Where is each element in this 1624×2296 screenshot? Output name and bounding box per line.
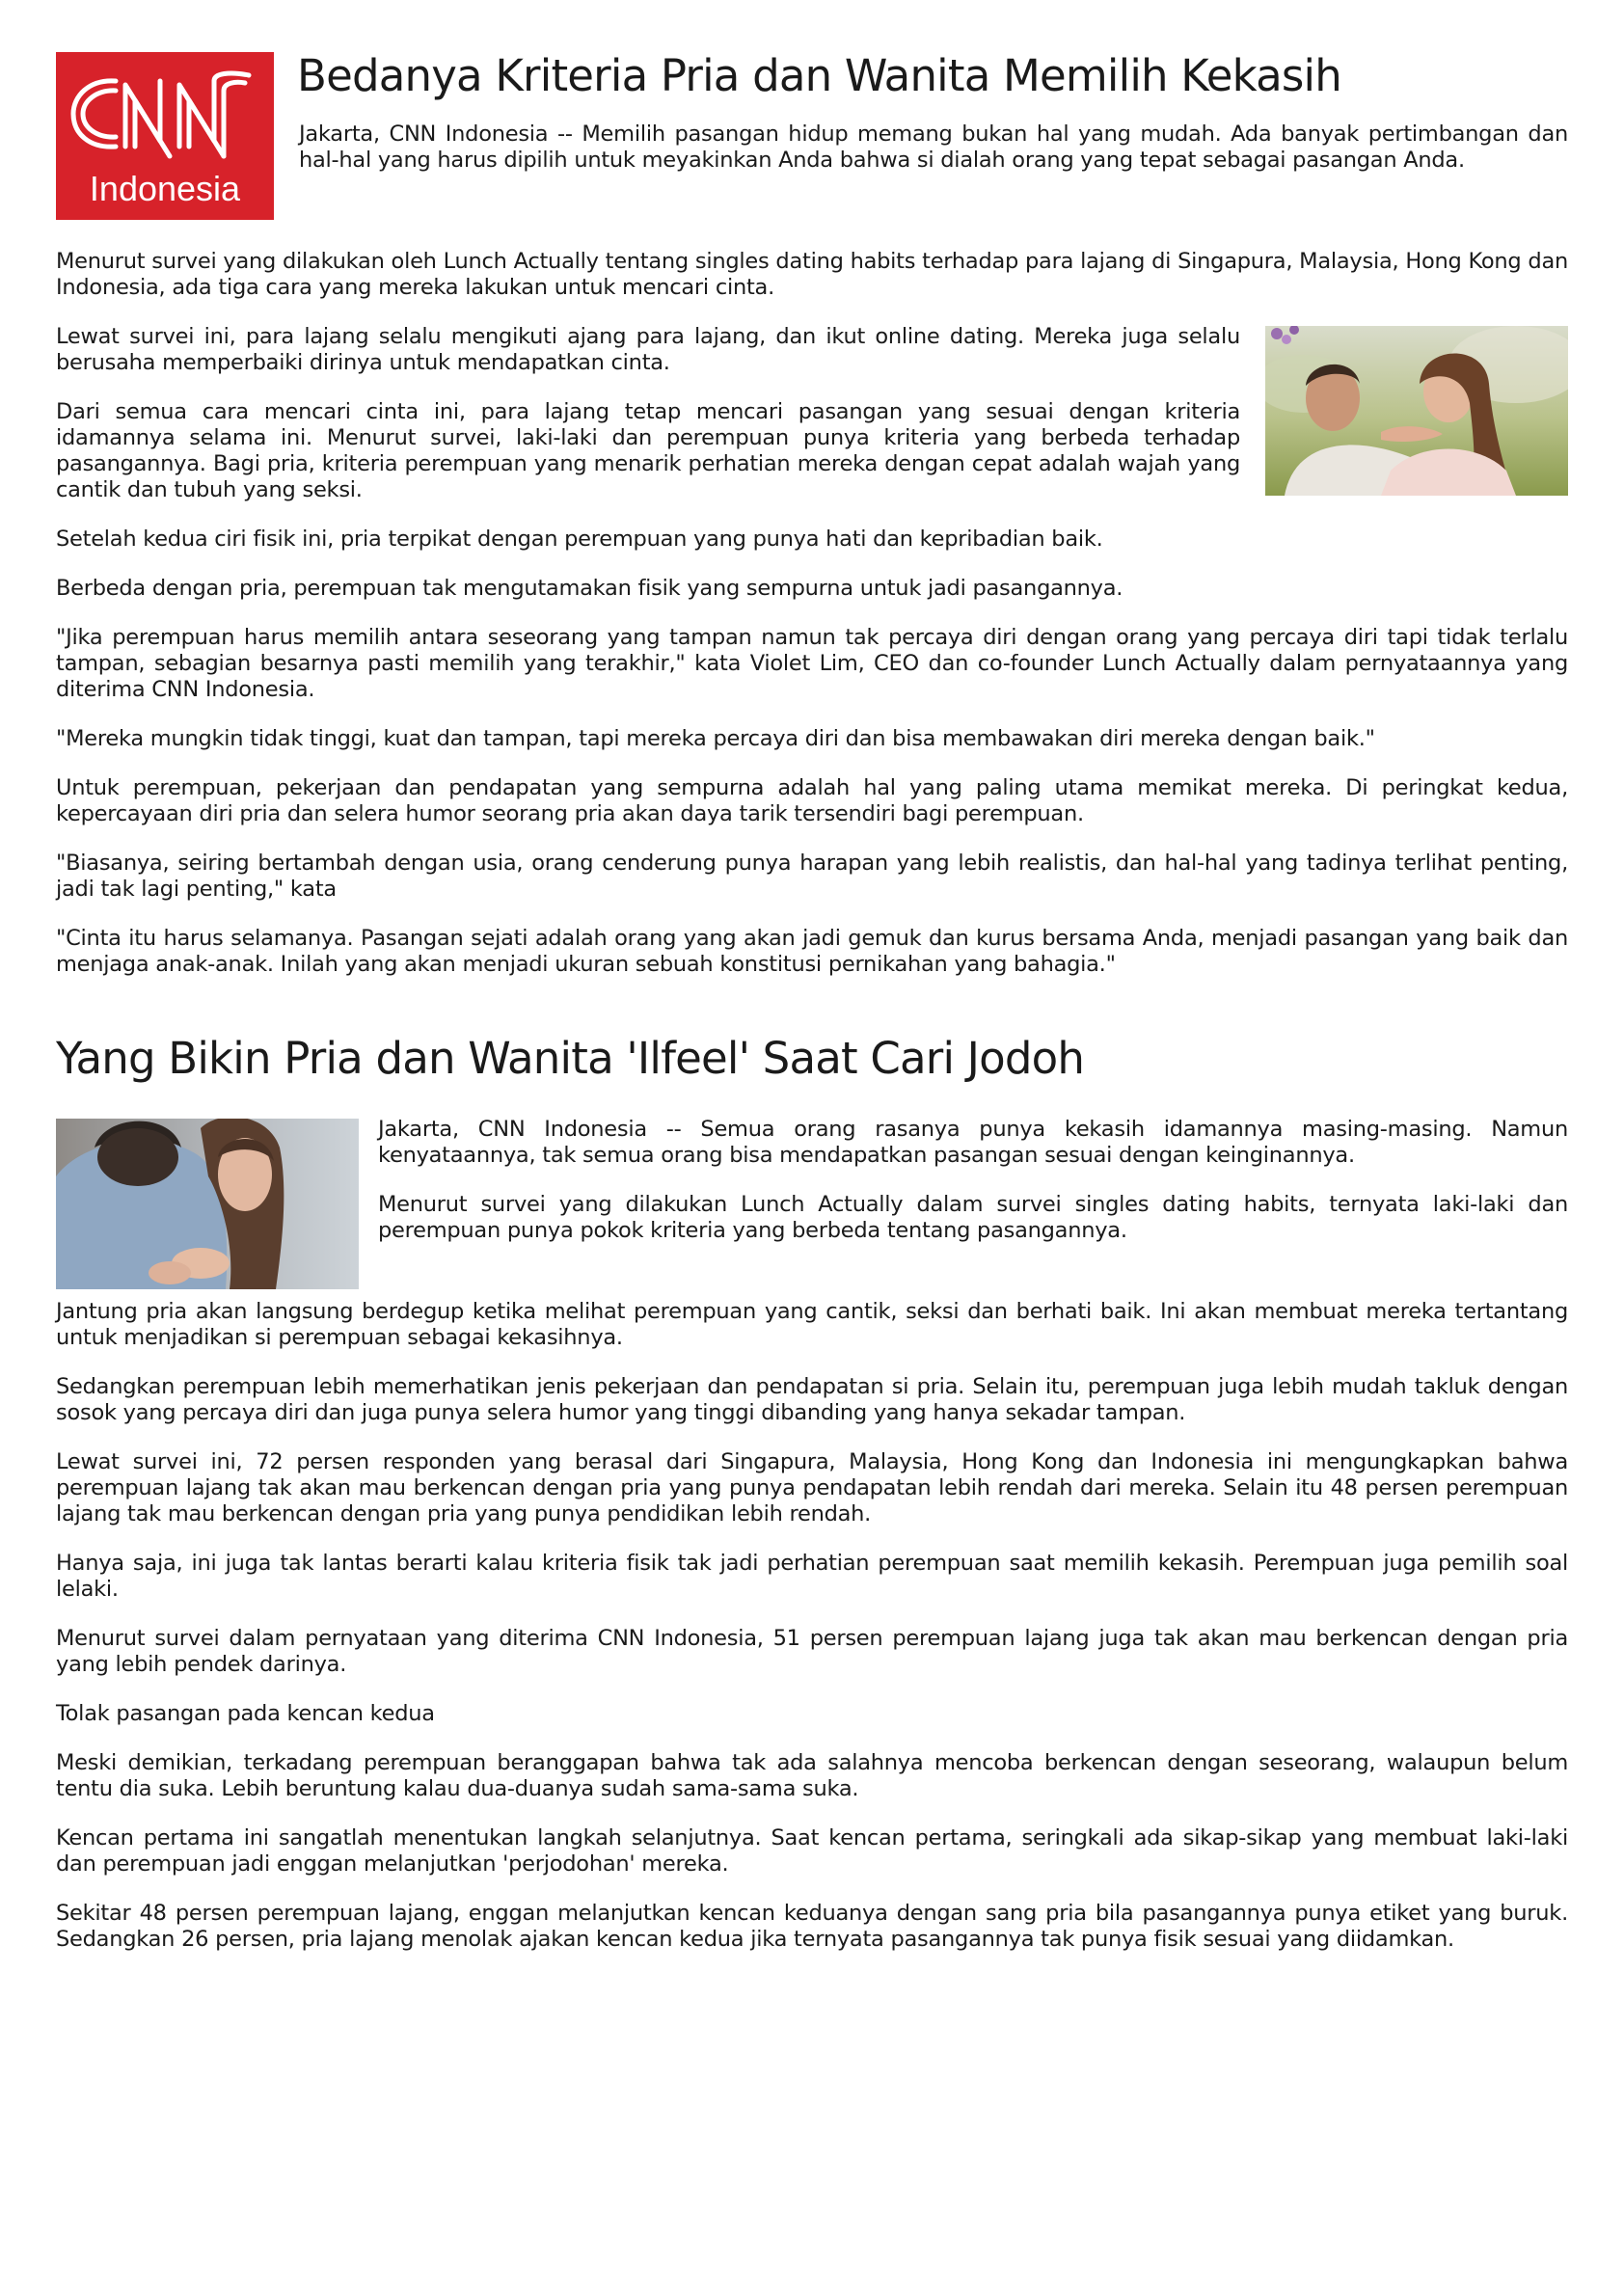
article1-paragraph: "Cinta itu harus selamanya. Pasangan sejati adalah orang yang akan jadi gemuk dan kurus bersama Anda, menjadi pasangan yang baik dan menjaga anak-anak. Inilah yang akan menjadi ukuran sebuah konstitusi pernikahan yang bahagia." bbox=[56, 926, 1568, 977]
article2-paragraph: Sedangkan perempuan lebih memerhatikan jenis pekerjaan dan pendapatan si pria. Selain itu, perempuan juga lebih mudah takluk dengan sosok yang percaya diri dan juga punya selera humor yang tinggi dibanding yang hanya sekadar tampan. bbox=[56, 1374, 1568, 1425]
logo-text-indonesia: Indonesia bbox=[89, 169, 241, 208]
article1-paragraph: Untuk perempuan, pekerjaan dan pendapatan yang sempurna adalah hal yang paling utama memikat mereka. Di peringkat kedua, kepercayaan diri pria dan selera humor seorang pria akan daya tarik tersendiri bagi perempuan. bbox=[56, 775, 1568, 826]
article1-paragraph: Lewat survei ini, para lajang selalu mengikuti ajang para lajang, dan ikut online dating. Mereka juga selalu berusaha memperbaiki dirinya untuk mendapatkan cinta. bbox=[56, 324, 1240, 375]
article2-paragraph: Jantung pria akan langsung berdegup ketika melihat perempuan yang cantik, seksi dan berhati baik. Ini akan membuat mereka tertantang untuk menjadikan si perempuan sebagai kekasihnya. bbox=[56, 1299, 1568, 1350]
article2-paragraph: Sekitar 48 persen perempuan lajang, enggan melanjutkan kencan keduanya dengan sang pria bila pasangannya punya etiket yang buruk. Sedangkan 26 persen, pria lajang menolak ajakan kencan kedua jika ternyata pasangannya tak punya fisik sesuai yang diidamkan. bbox=[56, 1901, 1568, 1952]
article2-lead: Jakarta, CNN Indonesia -- Semua orang rasanya punya kekasih idamannya masing-masing. Namun kenyataannya, tak semua orang bisa mendapatkan pasangan sesuai dengan keinginannya. bbox=[378, 1117, 1568, 1168]
couple-lying-grass-photo bbox=[1265, 326, 1568, 496]
article1-paragraph: Dari semua cara mencari cinta ini, para lajang tetap mencari pasangan yang sesuai dengan kriteria idamannya selama ini. Menurut survei, laki-laki dan perempuan punya kriteria yang berbeda terhadap pasangannya. Bagi pria, kriteria perempuan yang menarik perhatian mereka dengan cepat adalah wajah yang cantik dan tubuh yang seksi. bbox=[56, 399, 1240, 502]
article1-paragraph: Setelah kedua ciri fisik ini, pria terpikat dengan perempuan yang punya hati dan kepribadian baik. bbox=[56, 527, 1103, 552]
article2-paragraph: Menurut survei dalam pernyataan yang diterima CNN Indonesia, 51 persen perempuan lajang juga tak akan mau berkencan dengan pria yang lebih pendek darinya. bbox=[56, 1626, 1568, 1677]
article2-paragraph: Hanya saja, ini juga tak lantas berarti kalau kriteria fisik tak jadi perhatian perempuan saat memilih kekasih. Perempuan juga pemilih soal lelaki. bbox=[56, 1551, 1568, 1602]
article1-lead: Jakarta, CNN Indonesia -- Memilih pasangan hidup memang bukan hal yang mudah. Ada banyak pertimbangan dan hal-hal yang harus dipilih untuk meyakinkan Anda bahwa si dialah orang yang tepat sebagai pasangan Anda. bbox=[299, 122, 1568, 173]
article1-paragraph: Menurut survei yang dilakukan oleh Lunch Actually tentang singles dating habits terhadap para lajang di Singapura, Malaysia, Hong Kong dan Indonesia, ada tiga cara yang mereka lakukan untuk mencari cinta. bbox=[56, 249, 1568, 300]
article1-title: Bedanya Kriteria Pria dan Wanita Memilih Kekasih bbox=[297, 50, 1341, 101]
article1-paragraph: "Jika perempuan harus memilih antara seseorang yang tampan namun tak percaya diri dengan orang yang percaya diri tapi tidak terlalu tampan, sebagian besarnya pasti memilih yang terakhir," kata Violet Lim, CEO dan co-founder Lunch Actually dalam pernyataannya yang diterima CNN Indonesia. bbox=[56, 625, 1568, 702]
cnn-indonesia-logo bbox=[56, 52, 274, 220]
article2-paragraph: Kencan pertama ini sangatlah menentukan langkah selanjutnya. Saat kencan pertama, seringkali ada sikap-sikap yang membuat laki-laki dan perempuan jadi enggan melanjutkan 'perjodohan' mereka. bbox=[56, 1825, 1568, 1877]
article1-paragraph: Berbeda dengan pria, perempuan tak mengutamakan fisik yang sempurna untuk jadi pasangannya. bbox=[56, 576, 1123, 601]
article1-header bbox=[56, 52, 1568, 224]
article2-paragraph: Menurut survei yang dilakukan Lunch Actually dalam survei singles dating habits, ternyata laki-laki dan perempuan punya pokok kriteria yang berbeda tentang pasangannya. bbox=[378, 1192, 1568, 1243]
article2-title: Yang Bikin Pria dan Wanita 'Ilfeel' Saat Cari Jodoh bbox=[56, 1033, 1085, 1084]
couple-hug-photo bbox=[56, 1119, 359, 1289]
article2-paragraph: Lewat survei ini, 72 persen responden yang berasal dari Singapura, Malaysia, Hong Kong dan Indonesia ini mengungkapkan bahwa perempuan lajang tak akan mau berkencan dengan pria yang punya pendapatan lebih rendah dari mereka. Selain itu 48 persen perempuan lajang tak mau berkencan dengan pria yang punya pendidikan lebih rendah. bbox=[56, 1449, 1568, 1526]
page bbox=[56, 52, 1568, 1976]
cnn-logo-graphic bbox=[56, 52, 274, 220]
article1-paragraph: "Mereka mungkin tidak tinggi, kuat dan tampan, tapi mereka percaya diri dan bisa membawakan diri mereka dengan baik." bbox=[56, 726, 1375, 751]
article2-paragraph: Meski demikian, terkadang perempuan beranggapan bahwa tak ada salahnya mencoba berkencan dengan seseorang, walaupun belum tentu dia suka. Lebih beruntung kalau dua-duanya sudah sama-sama suka. bbox=[56, 1750, 1568, 1801]
article2-subheading: Tolak pasangan pada kencan kedua bbox=[56, 1701, 435, 1726]
article1-paragraph: "Biasanya, seiring bertambah dengan usia, orang cenderung punya harapan yang lebih realistis, dan hal-hal yang tadinya terlihat penting, jadi tak lagi penting," kata bbox=[56, 851, 1568, 902]
